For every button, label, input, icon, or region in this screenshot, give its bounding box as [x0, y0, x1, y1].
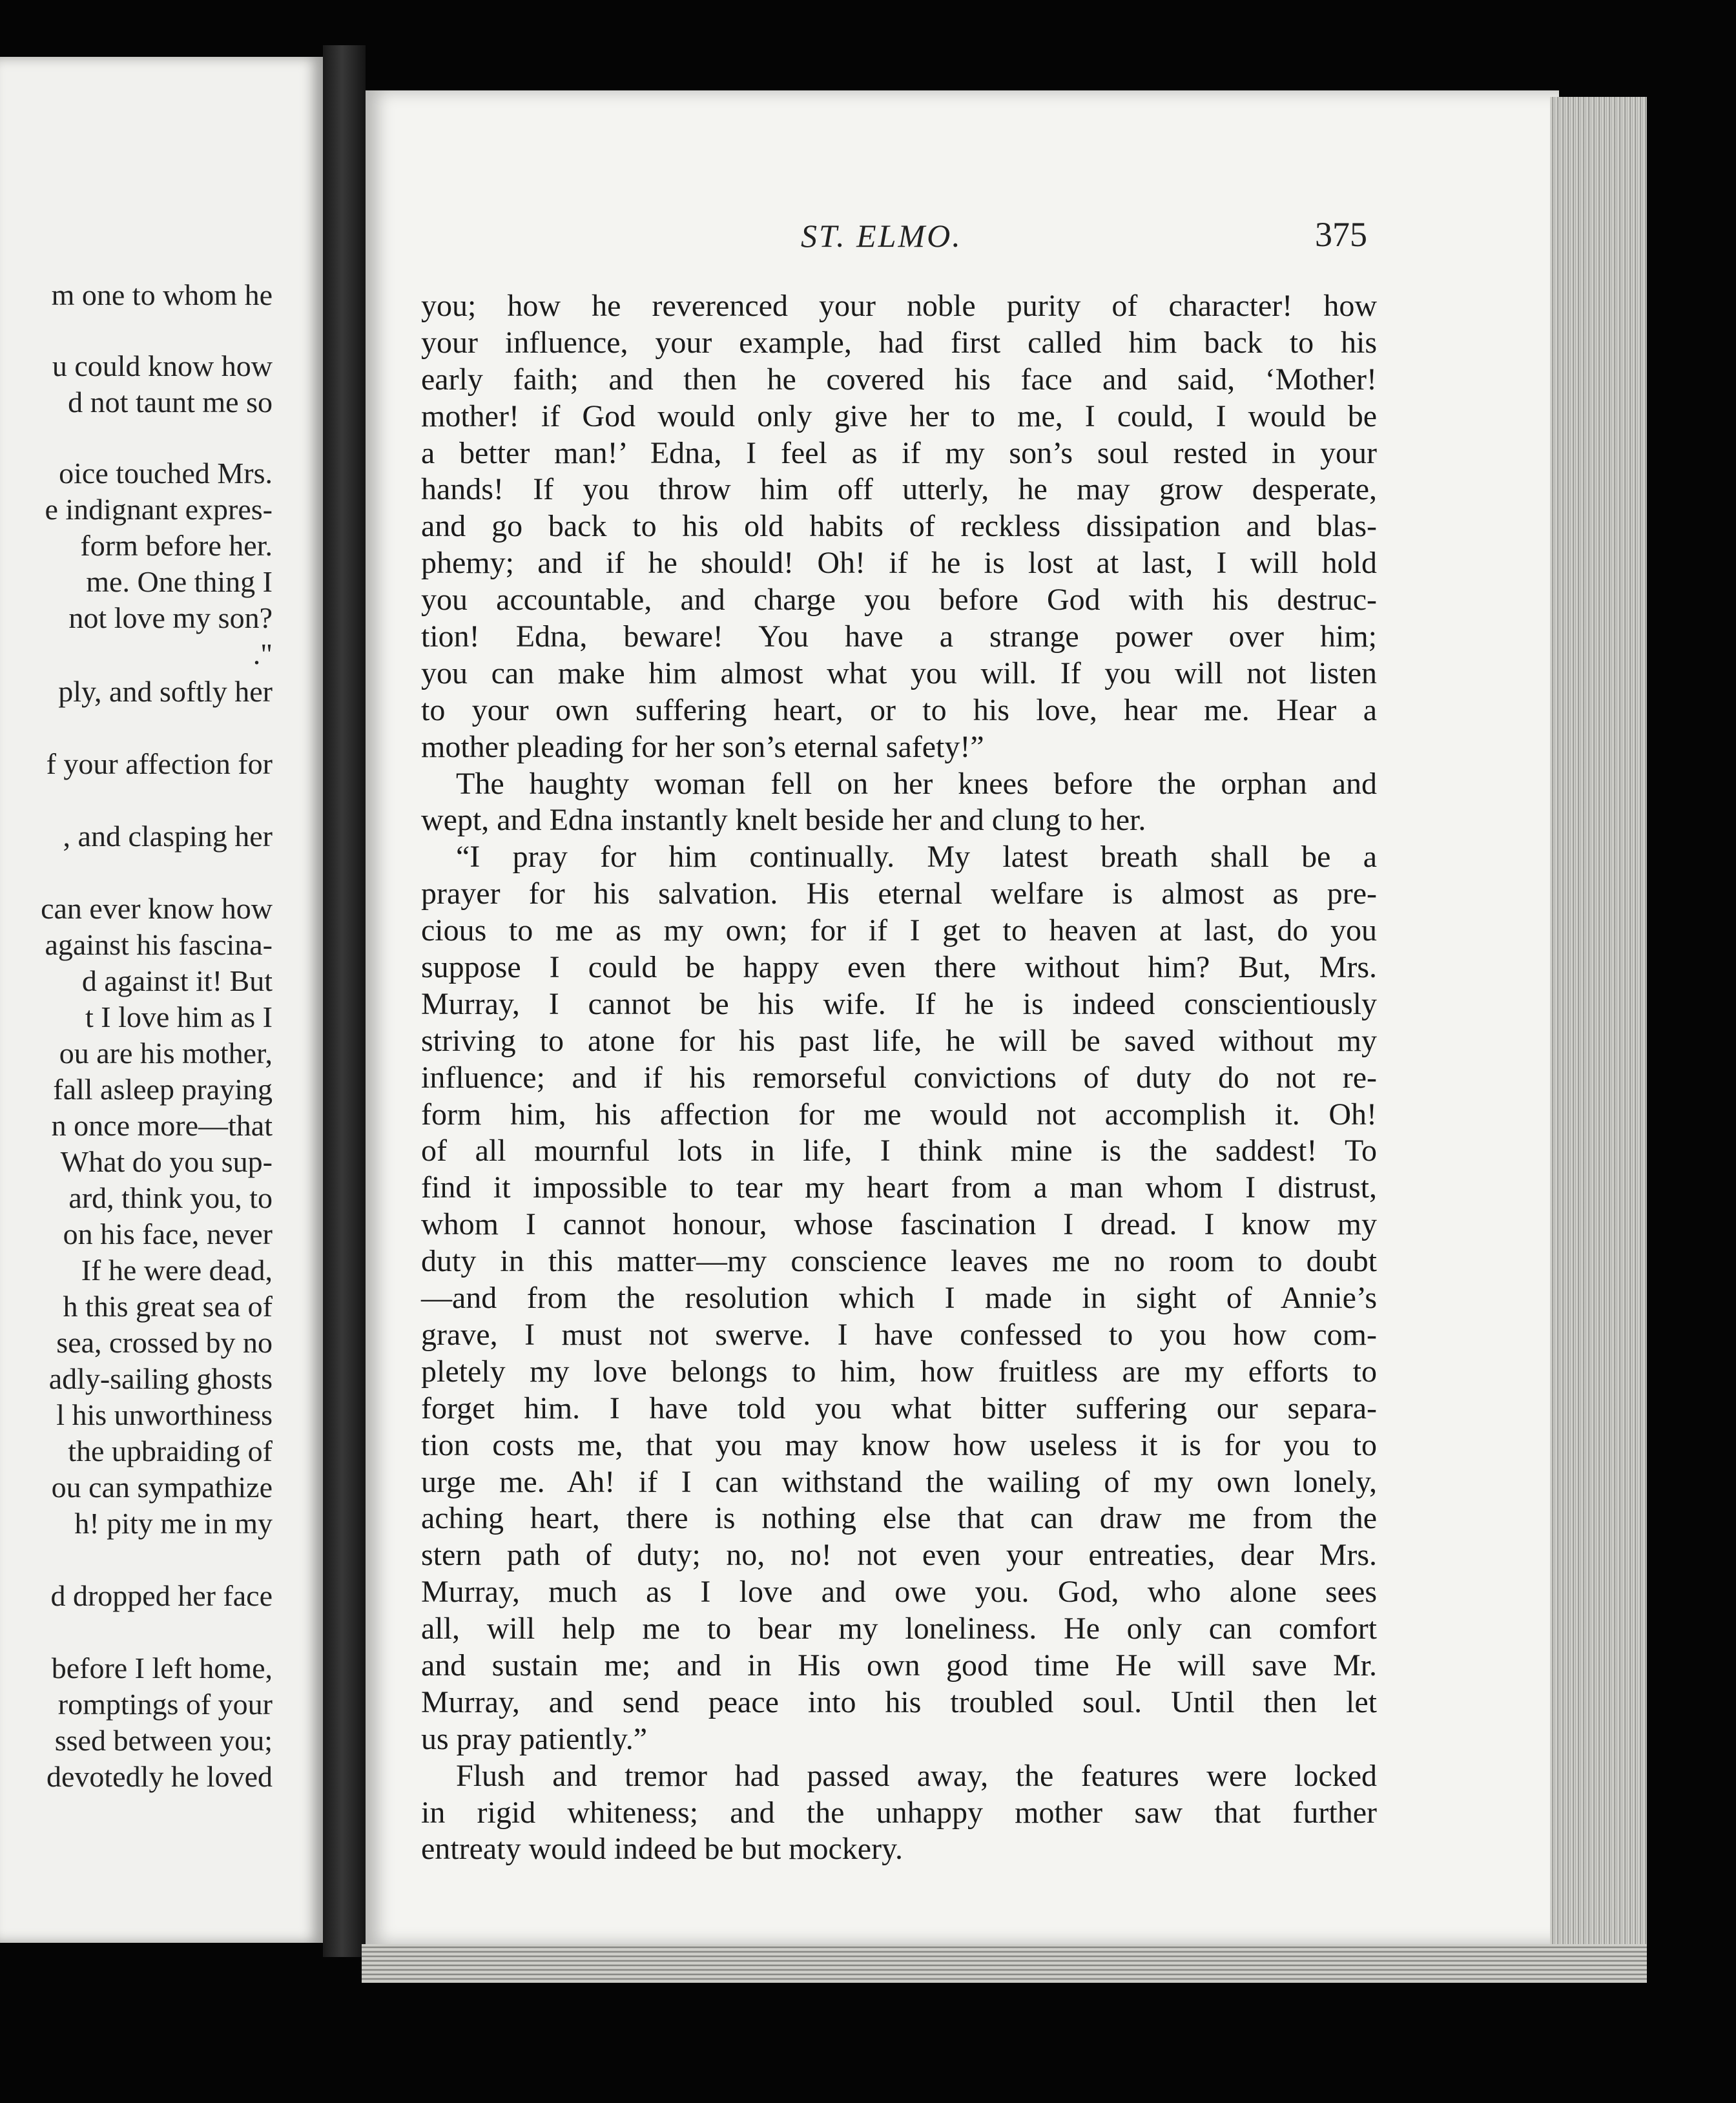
page-edges: [1550, 97, 1647, 1963]
text-line: suppose I could be happy even there without him? But, Mrs.: [421, 950, 1377, 985]
book-gutter: [323, 45, 366, 1957]
left-page-line: devotedly he loved: [46, 1760, 273, 1793]
text-line: striving to atone for his past life, he will be saved without my: [421, 1023, 1377, 1058]
left-page-line: form before her.: [80, 529, 273, 562]
left-page-line: ou can sympathize: [51, 1471, 273, 1504]
text-line: your influence, your example, had first called him back to his: [421, 325, 1377, 360]
page-edges-bottom: [362, 1944, 1647, 1983]
text-line: Flush and tremor had passed away, the features were locked: [456, 1758, 1377, 1793]
left-page-line: on his face, never: [63, 1217, 273, 1250]
text-line: pletely my love belongs to him, how fruitless are my efforts to: [421, 1354, 1377, 1389]
left-page-line: romptings of your: [57, 1688, 273, 1721]
page-number: 375: [1315, 215, 1367, 254]
left-page-line: l his unworthiness: [56, 1398, 273, 1431]
text-line: grave, I must not swerve. I have confessed to you how com-: [421, 1317, 1377, 1352]
text-line: prayer for his salvation. His eternal welfare is almost as pre-: [421, 876, 1377, 911]
left-page-line: oice touched Mrs.: [59, 457, 273, 490]
text-line: and go back to his old habits of reckless dissipation and blas-: [421, 509, 1377, 544]
left-page-line: h! pity me in my: [74, 1507, 273, 1540]
left-page-line: adly-sailing ghosts: [48, 1362, 273, 1395]
left-page-line: ply, and softly her: [58, 675, 273, 708]
left-page-line: against his fascina-: [45, 928, 273, 961]
left-page-line: d not taunt me so: [68, 386, 273, 419]
text-line: you can make him almost what you will. If you will not listen: [421, 656, 1377, 690]
text-line: cious to me as my own; for if I get to heaven at last, do you: [421, 913, 1377, 948]
running-head: ST. ELMO.: [801, 218, 962, 254]
left-page-line: the upbraiding of: [68, 1435, 273, 1467]
text-line: “I pray for him continually. My latest breath shall be a: [456, 840, 1377, 875]
left-page-line: f your affection for: [46, 747, 273, 780]
text-line: in rigid whiteness; and the unhappy mother saw that further: [421, 1795, 1377, 1830]
text-line: The haughty woman fell on her knees before the orphan and: [456, 766, 1377, 801]
text-line: find it impossible to tear my heart from a man whom I distrust,: [421, 1170, 1377, 1205]
text-line: to your own suffering heart, or to his love, hear me. Hear a: [421, 692, 1377, 727]
text-line: phemy; and if he should! Oh! if he is lost at last, I will hold: [421, 546, 1377, 581]
left-page-line: ard, think you, to: [68, 1181, 273, 1214]
text-line: of all mournful lots in life, I think mine is the saddest! To: [421, 1134, 1377, 1168]
left-page-line: ssed between you;: [54, 1724, 273, 1757]
left-page-line: n once more—that: [51, 1109, 273, 1142]
text-line: urge me. Ah! if I can withstand the wailing of my own lonely,: [421, 1464, 1377, 1499]
left-page-line: sea, crossed by no: [56, 1326, 273, 1359]
text-line: us pray patiently.”: [421, 1721, 648, 1756]
left-page-line: d dropped her face: [50, 1579, 273, 1612]
left-page-line: me. One thing I: [86, 565, 273, 598]
left-page-line: u could know how: [52, 349, 273, 382]
text-line: tion costs me, that you may know how useless it is for you to: [421, 1427, 1377, 1462]
text-line: influence; and if his remorseful convictions of duty do not re-: [421, 1060, 1377, 1095]
left-page-line: ou are his mother,: [59, 1037, 273, 1070]
text-line: tion! Edna, beware! You have a strange power over him;: [421, 619, 1377, 654]
left-page-line: If he were dead,: [81, 1254, 273, 1287]
text-line: mother! if God would only give her to me, I could, I would be: [421, 399, 1377, 433]
left-page-line: before I left home,: [51, 1652, 273, 1684]
left-page-line: fall asleep praying: [53, 1073, 273, 1106]
text-line: a better man!’ Edna, I feel as if my son’s soul rested in your: [421, 435, 1377, 470]
text-line: Murray, much as I love and owe you. God, who alone sees: [421, 1575, 1377, 1610]
text-line: you accountable, and charge you before God with his destruc-: [421, 583, 1377, 617]
left-page-line: e indignant expres-: [45, 493, 273, 526]
text-line: all, will help me to bear my loneliness. He only can comfort: [421, 1611, 1377, 1646]
text-line: whom I cannot honour, whose fascination I dread. I know my: [421, 1207, 1377, 1242]
left-page-line: .": [253, 637, 273, 670]
text-line: duty in this matter—my conscience leaves me no room to doubt: [421, 1244, 1377, 1279]
text-line: hands! If you throw him off utterly, he may grow desperate,: [421, 472, 1377, 507]
left-page-line: can ever know how: [41, 892, 273, 925]
left-page-line: m one to whom he: [51, 278, 273, 311]
left-page-line: What do you sup-: [60, 1145, 273, 1178]
text-line: —and from the resolution which I made in sight of Annie’s: [421, 1281, 1377, 1316]
text-line: entreaty would indeed be but mockery.: [421, 1832, 903, 1867]
text-line: you; how he reverenced your noble purity of character! how: [421, 289, 1377, 323]
left-page-line: not love my son?: [68, 601, 273, 634]
text-line: and sustain me; and in His own good time He will save Mr.: [421, 1648, 1377, 1683]
left-page-line: t I love him as I: [85, 1000, 273, 1033]
left-page-line: , and clasping her: [63, 820, 273, 853]
text-line: stern path of duty; no, no! not even your entreaties, dear Mrs.: [421, 1538, 1377, 1573]
left-page: [0, 57, 323, 1943]
text-line: forget him. I have told you what bitter suffering our separa-: [421, 1391, 1377, 1425]
text-line: form him, his affection for me would not accomplish it. Oh!: [421, 1097, 1377, 1132]
text-line: wept, and Edna instantly knelt beside her and clung to her.: [421, 803, 1146, 838]
body-text: [421, 288, 1377, 1868]
text-line: aching heart, there is nothing else that can draw me from the: [421, 1501, 1377, 1536]
left-page-line: d against it! But: [81, 964, 273, 997]
text-line: mother pleading for her son’s eternal safety!”: [421, 729, 984, 764]
text-line: Murray, I cannot be his wife. If he is indeed conscientiously: [421, 986, 1377, 1021]
left-page-line: h this great sea of: [63, 1290, 273, 1323]
text-line: early faith; and then he covered his face and said, ‘Mother!: [421, 362, 1377, 397]
text-line: Murray, and send peace into his troubled soul. Until then let: [421, 1684, 1377, 1719]
